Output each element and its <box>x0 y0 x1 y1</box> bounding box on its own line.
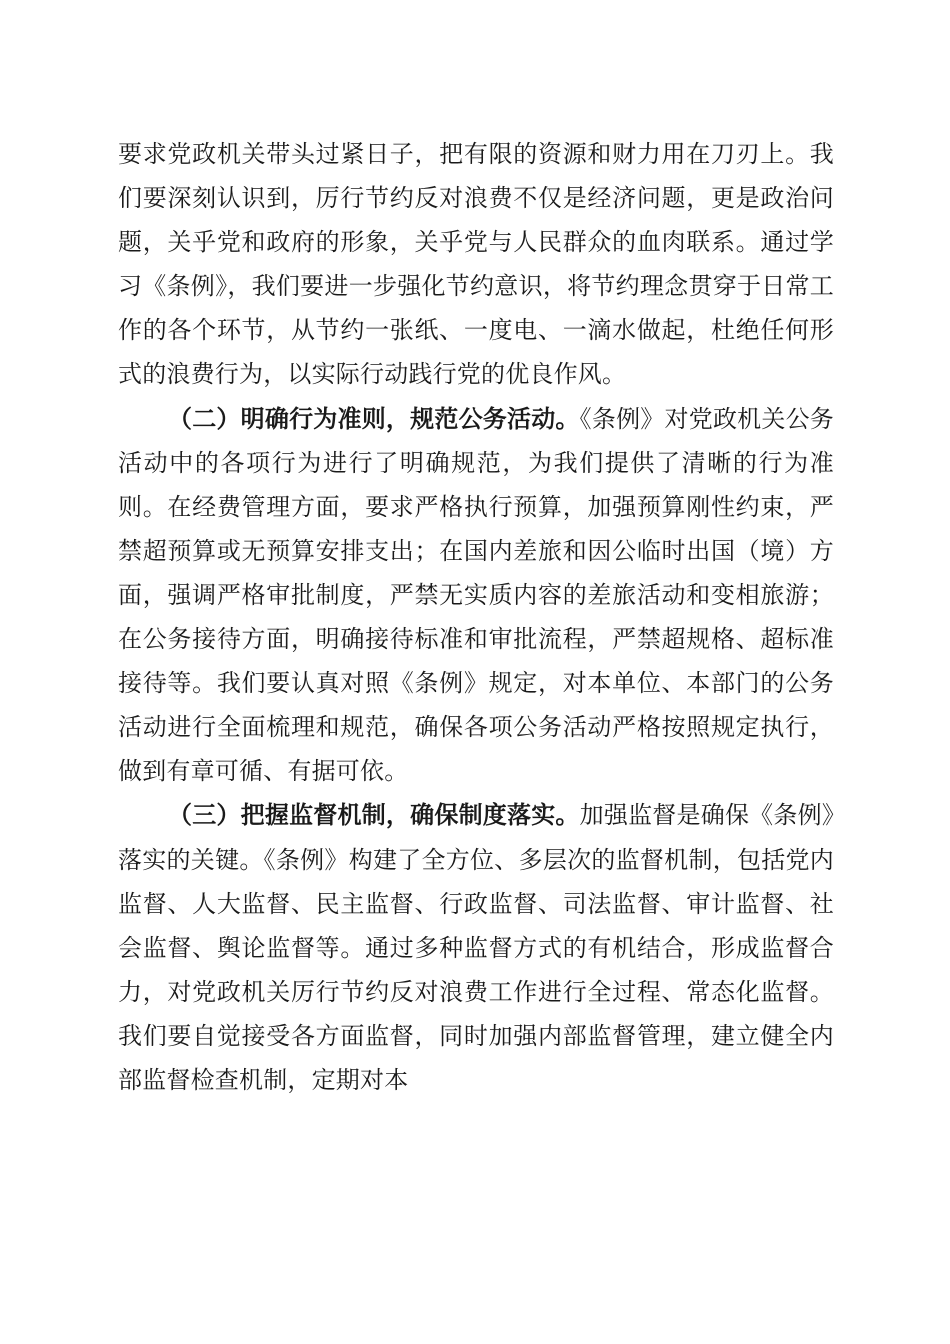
document-body <box>118 132 834 1102</box>
paragraph-section-2 <box>118 397 834 794</box>
paragraph-text: 《条例》对党政机关公务活动中的各项行为进行了明确规范，为我们提供了清晰的行为准则。在经费管理方面，要求严格执行预算，加强预算刚性约束，严禁超预算或无预算安排支出；在国内差旅和因公临时出国（境）方面，强调严格审批制度，严禁无实质内容的差旅活动和变相旅游；在公务接待方面，明确接待标准和审批流程，严禁超规格、超标准接待等。我们要认真对照《条例》规定，对本单位、本部门的公务活动进行全面梳理和规范，确保各项公务活动严格按照规定执行，做到有章可循、有据可依。 <box>118 404 835 786</box>
paragraph-section-3 <box>118 793 834 1102</box>
paragraph-text: 要求党政机关带头过紧日子，把有限的资源和财力用在刀刃上。我们要深刻认识到，厉行节约反对浪费不仅是经济问题，更是政治问题，关乎党和政府的形象，关乎党与人民群众的血肉联系。通过学习《条例》，我们要进一步强化节约意识，将节约理念贯穿于日常工作的各个环节，从节约一张纸、一度电、一滴水做起，杜绝任何形式的浪费行为，以实际行动践行党的优良作风。 <box>118 140 834 389</box>
section-heading: （二）明确行为准则，规范公务活动。 <box>168 403 580 433</box>
paragraph-text: 加强监督是确保《条例》落实的关键。《条例》构建了全方位、多层次的监督机制，包括党内监督、人大监督、民主监督、行政监督、司法监督、审计监督、社会监督、舆论监督等。通过多种监督方式的有机结合，形成监督合力，对党政机关厉行节约反对浪费工作进行全过程、常态化监督。我们要自觉接受各方面监督，同时加强内部监督管理，建立健全内部监督检查机制，定期对本 <box>118 801 835 1094</box>
paragraph-continuation <box>118 132 834 397</box>
section-heading: （三）把握监督机制，确保制度落实。 <box>168 800 580 830</box>
